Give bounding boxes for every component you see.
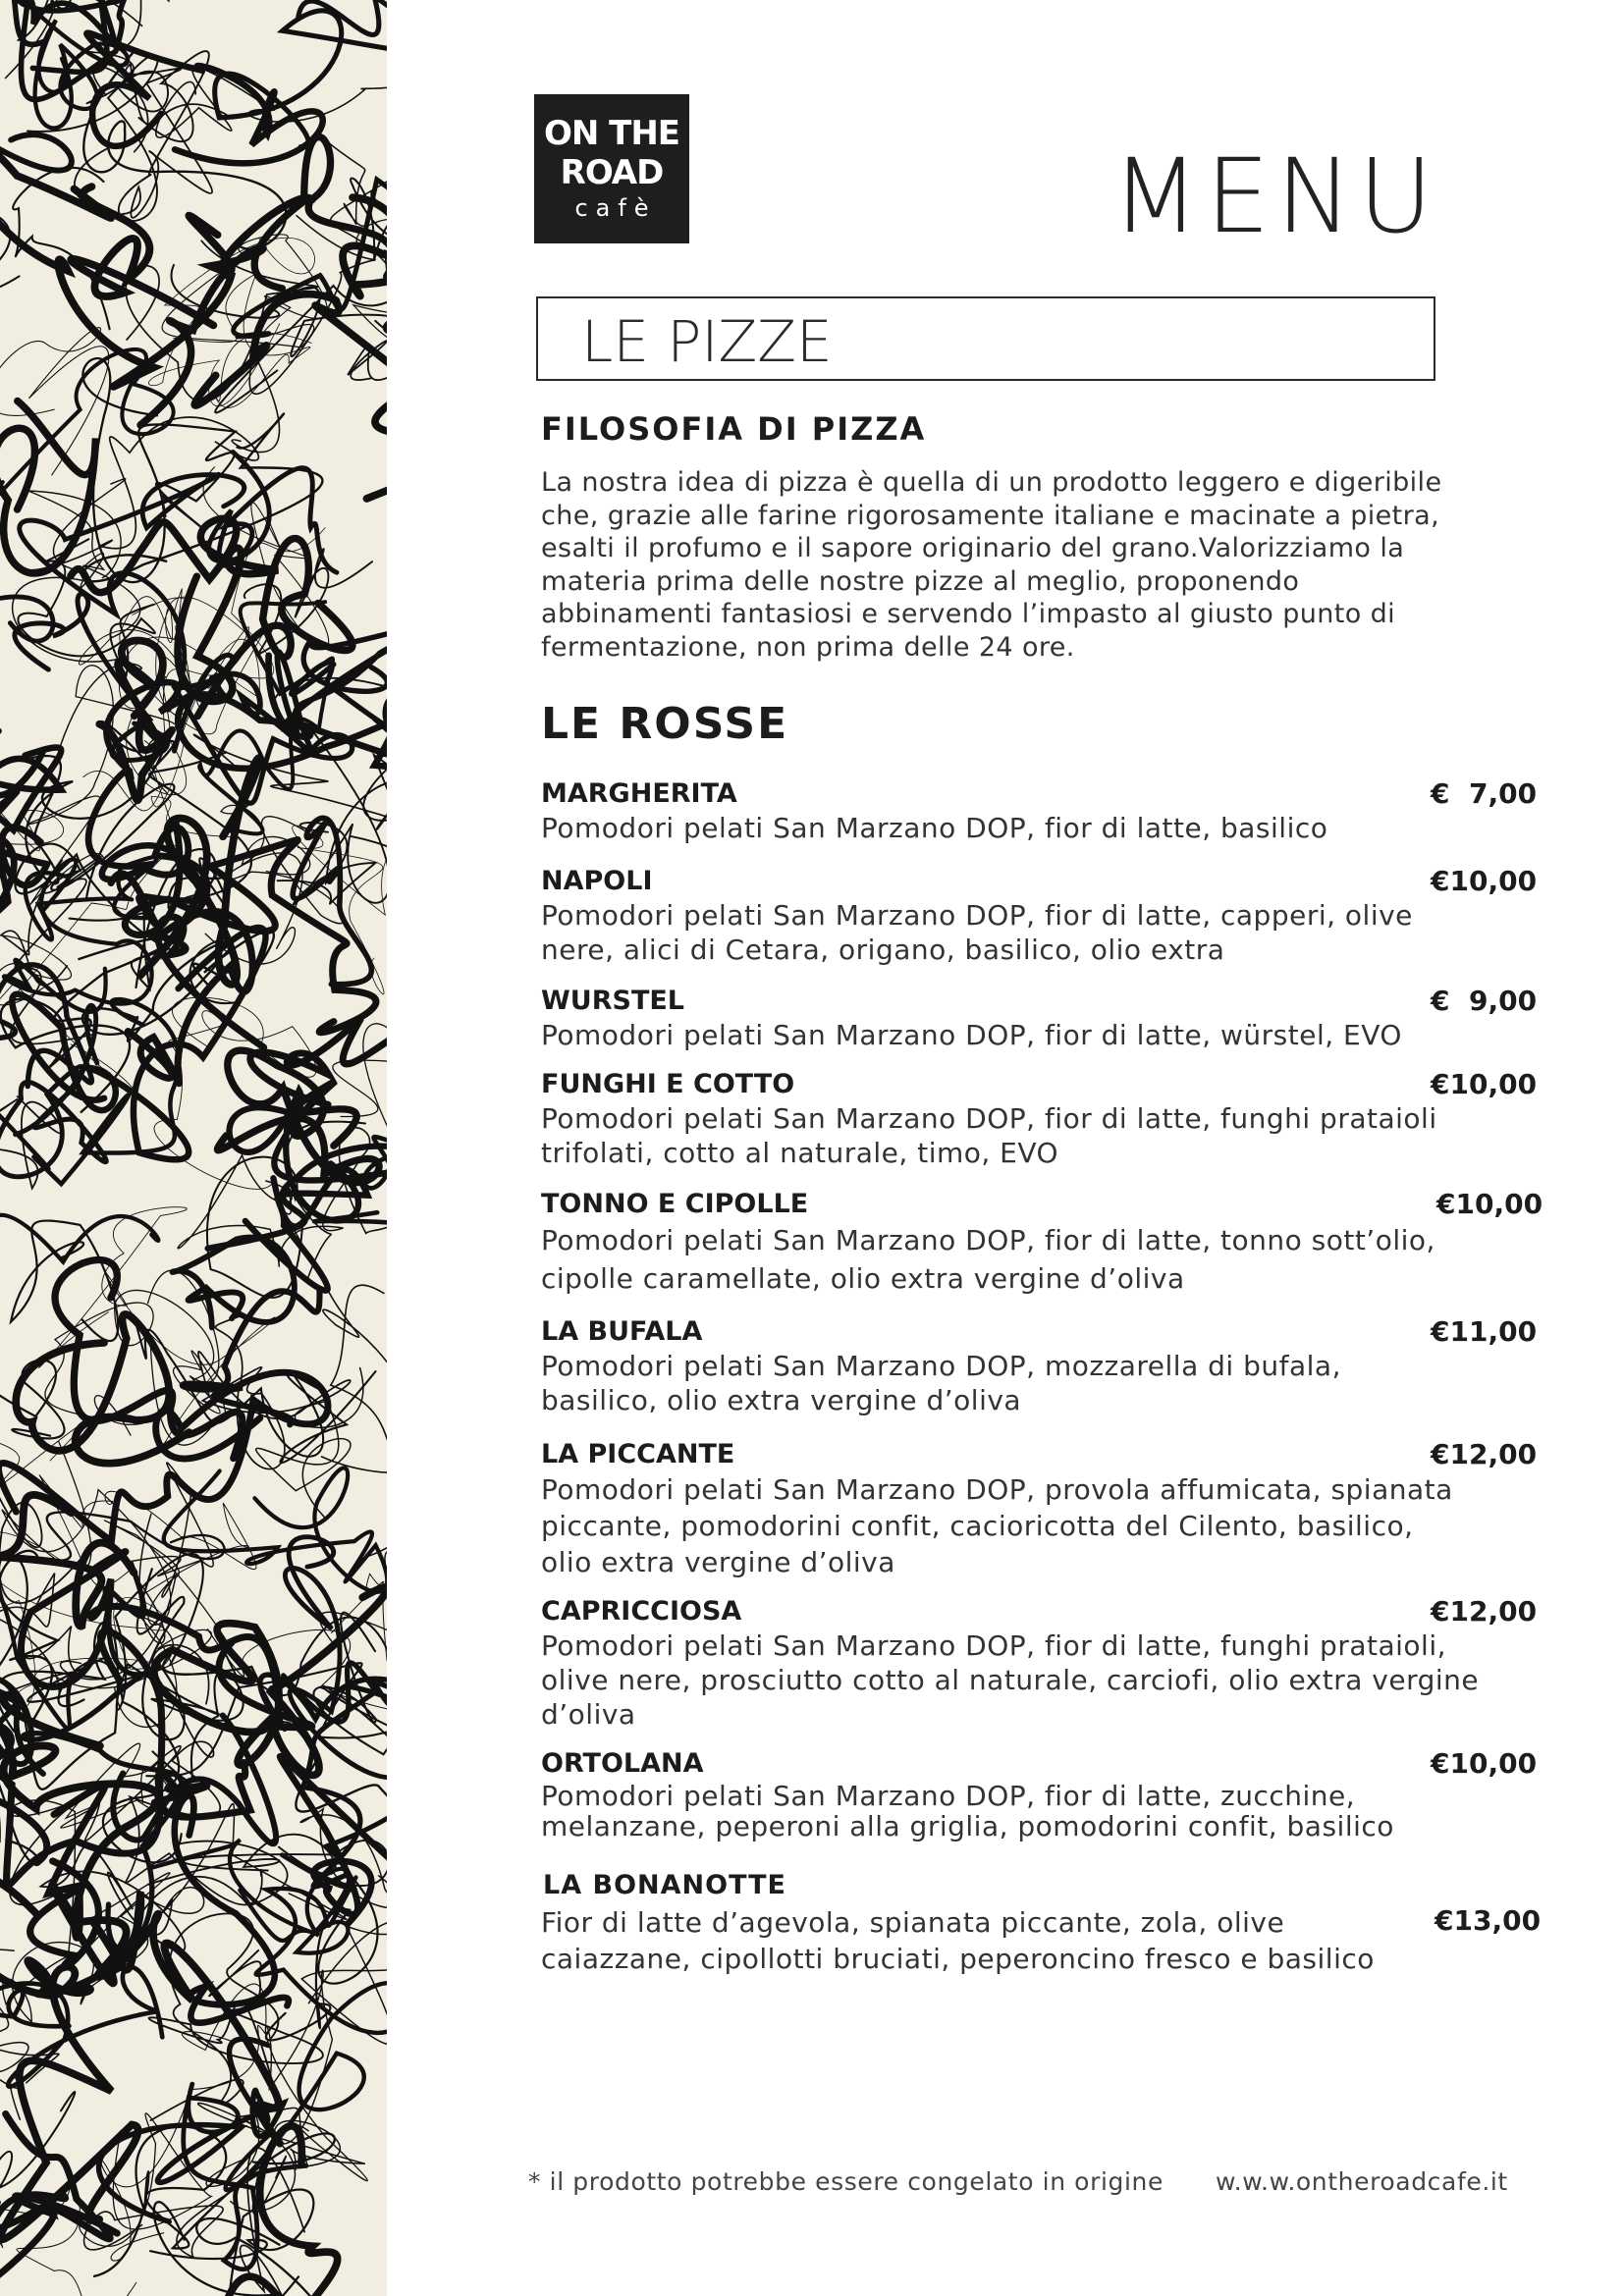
pattern-stroke [115,1554,243,1782]
item-description: Fior di latte d’agevola, spianata piccante, zola, olive caiazzane, cipollotti bruciati, peperoncino fresco e basilico [541,1906,1375,1975]
logo-line-2: ROAD [560,153,664,192]
pattern-stroke [343,197,387,334]
menu-item [541,777,1543,845]
menu-item [541,865,1543,967]
menu-item [541,1747,1543,1842]
menu-item [541,1595,1543,1732]
item-price: €10,00 [1431,865,1538,897]
item-price: €11,00 [1431,1315,1538,1348]
philosophy-text: La nostra idea di pizza è quella di un prodotto leggero e digeribile che, grazie alle farine rigorosamente italiane e macinate a pietra, esalti il profumo e il sapore originario del grano.Valorizziamo la materia prima delle nostre pizze al meglio, proponendo abbinamenti fantasiosi e servendo l’impasto al giusto punto di fermentazione, non prima delle 24 ore. [541,467,1442,663]
pattern-stroke [331,1285,387,1557]
item-name: ORTOLANA [541,1748,704,1779]
menu-item [541,985,1543,1052]
item-name: MARGHERITA [541,778,737,809]
item-price: €10,00 [1431,1068,1538,1100]
logo-line-3: cafè [574,194,657,222]
pattern-stroke [164,1468,387,1591]
section-header-box [536,296,1435,381]
item-name: NAPOLI [541,866,653,896]
pattern-stroke [245,1170,368,1291]
section-title: LE PIZZE [581,308,833,375]
rosse-section-title: LE ROSSE [541,699,789,749]
cafe-logo [534,94,689,243]
website-link[interactable]: w.w.w.ontheroadcafe.it [1216,2167,1508,2196]
item-price: €10,00 [1436,1188,1543,1220]
item-name: TONNO E CIPOLLE [541,1189,809,1219]
menu-item [541,1869,1543,1977]
item-description: Pomodori pelati San Marzano DOP, fior di latte, basilico [541,812,1328,844]
item-name: LA PICCANTE [541,1439,735,1469]
item-name: LA BUFALA [541,1316,703,1347]
item-name: WURSTEL [541,986,685,1016]
item-name: LA BONANOTTE [543,1870,786,1900]
menu-item [541,1315,1543,1417]
pattern-stroke [0,678,61,829]
item-description: Pomodori pelati San Marzano DOP, mozzarella di bufala, basilico, olio extra vergine d’oliva [541,1350,1341,1416]
menu-title: MENU [1111,136,1439,256]
item-name: CAPRICCIOSA [541,1596,742,1627]
pattern-stroke [280,1756,387,1924]
abstract-line-pattern [0,0,387,2296]
item-price: €13,00 [1435,1904,1542,1937]
menu-item [541,1438,1543,1580]
item-description: Pomodori pelati San Marzano DOP, fior di latte, tonno sott’olio, cipolle caramellate, olio extra vergine d’oliva [541,1224,1435,1295]
item-description: Pomodori pelati San Marzano DOP, provola affumicata, spianata piccante, pomodorini confit, cacioricotta del Cilento, basilico, olio extra vergine d’oliva [541,1473,1453,1578]
item-price: € 7,00 [1431,777,1538,810]
pattern-stroke [0,122,72,227]
item-description: Pomodori pelati San Marzano DOP, fior di latte, capperi, olive nere, alici di Cetara, origano, basilico, olio extra [541,899,1413,966]
item-name: FUNGHI E COTTO [541,1069,795,1099]
item-description: Pomodori pelati San Marzano DOP, fior di latte, würstel, EVO [541,1019,1402,1051]
philosophy-title: FILOSOFIA DI PIZZA [541,410,927,448]
decorative-pattern-panel [0,0,387,2296]
pattern-stroke [175,1795,289,2022]
footer-note: * il prodotto potrebbe essere congelato in origine [528,2167,1164,2196]
item-description: Pomodori pelati San Marzano DOP, fior di latte, zucchine, melanzane, peperoni alla griglia, pomodorini confit, basilico [541,1780,1394,1842]
pattern-stroke [150,2190,313,2296]
item-description: Pomodori pelati San Marzano DOP, fior di latte, funghi prataioli trifolati, cotto al naturale, timo, EVO [541,1102,1437,1169]
menu-item [541,1068,1543,1170]
pattern-stroke [215,0,387,147]
menu-item [541,1188,1543,1298]
item-description: Pomodori pelati San Marzano DOP, fior di latte, funghi prataioli, olive nere, prosciutto cotto al naturale, carciofi, olio extra vergine d’oliva [541,1629,1480,1731]
item-price: €12,00 [1431,1438,1538,1470]
logo-line-1: ON THE [543,114,680,153]
item-price: €12,00 [1431,1595,1538,1628]
pattern-stroke [75,64,227,218]
item-price: €10,00 [1431,1747,1538,1780]
item-price: € 9,00 [1431,985,1538,1017]
